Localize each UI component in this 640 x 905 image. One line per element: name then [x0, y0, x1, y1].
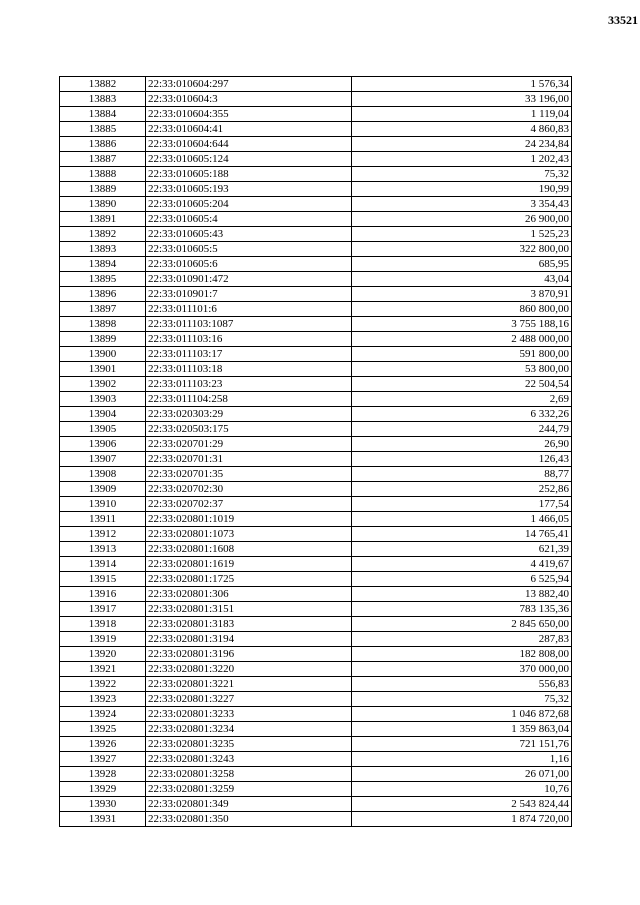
cadastral-value-cell: 287,83 [352, 632, 572, 647]
cadastral-number-cell: 22:33:011103:18 [146, 362, 352, 377]
row-number-cell: 13906 [60, 437, 146, 452]
row-number-cell: 13884 [60, 107, 146, 122]
cadastral-number-cell: 22:33:020801:3194 [146, 632, 352, 647]
row-number-cell: 13888 [60, 167, 146, 182]
row-number-cell: 13885 [60, 122, 146, 137]
table-row [60, 617, 572, 632]
row-number-cell: 13897 [60, 302, 146, 317]
cadastral-value-cell: 1 119,04 [352, 107, 572, 122]
table-row [60, 197, 572, 212]
cadastral-number-cell: 22:33:010605:6 [146, 257, 352, 272]
cadastral-value-cell: 13 882,40 [352, 587, 572, 602]
cadastral-value-cell: 3 354,43 [352, 197, 572, 212]
cadastral-value-cell: 33 196,00 [352, 92, 572, 107]
table-row [60, 167, 572, 182]
cadastral-value-cell: 6 525,94 [352, 572, 572, 587]
table-row [60, 92, 572, 107]
table-row [60, 647, 572, 662]
row-number-cell: 13896 [60, 287, 146, 302]
row-number-cell: 13891 [60, 212, 146, 227]
cadastral-number-cell: 22:33:010901:472 [146, 272, 352, 287]
table-row [60, 347, 572, 362]
row-number-cell: 13919 [60, 632, 146, 647]
cadastral-number-cell: 22:33:020801:1725 [146, 572, 352, 587]
cadastral-number-cell: 22:33:020702:37 [146, 497, 352, 512]
table-row [60, 497, 572, 512]
cadastral-number-cell: 22:33:020701:35 [146, 467, 352, 482]
cadastral-number-cell: 22:33:011103:17 [146, 347, 352, 362]
row-number-cell: 13929 [60, 782, 146, 797]
row-number-cell: 13883 [60, 92, 146, 107]
cadastral-number-cell: 22:33:020801:3196 [146, 647, 352, 662]
cadastral-number-cell: 22:33:020801:3259 [146, 782, 352, 797]
cadastral-value-cell: 53 800,00 [352, 362, 572, 377]
table-row [60, 77, 572, 92]
cadastral-number-cell: 22:33:020801:3151 [146, 602, 352, 617]
row-number-cell: 13921 [60, 662, 146, 677]
cadastral-value-cell: 1 874 720,00 [352, 812, 572, 827]
row-number-cell: 13892 [60, 227, 146, 242]
cadastral-value-cell: 4 419,67 [352, 557, 572, 572]
table-row [60, 377, 572, 392]
row-number-cell: 13927 [60, 752, 146, 767]
row-number-cell: 13905 [60, 422, 146, 437]
cadastral-number-cell: 22:33:010604:297 [146, 77, 352, 92]
cadastral-value-cell: 2 845 650,00 [352, 617, 572, 632]
cadastral-value-cell: 2,69 [352, 392, 572, 407]
cadastral-number-cell: 22:33:020701:31 [146, 452, 352, 467]
cadastral-value-cell: 75,32 [352, 167, 572, 182]
cadastral-number-cell: 22:33:020801:1619 [146, 557, 352, 572]
cadastral-number-cell: 22:33:010605:193 [146, 182, 352, 197]
row-number-cell: 13915 [60, 572, 146, 587]
cadastral-number-cell: 22:33:020801:3234 [146, 722, 352, 737]
table-row [60, 107, 572, 122]
cadastral-number-cell: 22:33:020801:350 [146, 812, 352, 827]
table-row [60, 437, 572, 452]
cadastral-value-cell: 1 046 872,68 [352, 707, 572, 722]
table-row [60, 482, 572, 497]
cadastral-number-cell: 22:33:020801:306 [146, 587, 352, 602]
table-row [60, 812, 572, 827]
cadastral-value-table [59, 76, 572, 827]
cadastral-number-cell: 22:33:010604:644 [146, 137, 352, 152]
cadastral-value-cell: 182 808,00 [352, 647, 572, 662]
cadastral-value-cell: 370 000,00 [352, 662, 572, 677]
cadastral-number-cell: 22:33:020801:3235 [146, 737, 352, 752]
cadastral-value-cell: 621,39 [352, 542, 572, 557]
table-row [60, 332, 572, 347]
table-row [60, 512, 572, 527]
table-row [60, 677, 572, 692]
table-row [60, 557, 572, 572]
cadastral-value-cell: 1,16 [352, 752, 572, 767]
cadastral-value-cell: 860 800,00 [352, 302, 572, 317]
table-row [60, 227, 572, 242]
row-number-cell: 13909 [60, 482, 146, 497]
row-number-cell: 13904 [60, 407, 146, 422]
row-number-cell: 13931 [60, 812, 146, 827]
table-row [60, 752, 572, 767]
cadastral-number-cell: 22:33:020801:3220 [146, 662, 352, 677]
cadastral-value-cell: 1 525,23 [352, 227, 572, 242]
cadastral-number-cell: 22:33:010605:5 [146, 242, 352, 257]
cadastral-number-cell: 22:33:020503:175 [146, 422, 352, 437]
cadastral-value-cell: 244,79 [352, 422, 572, 437]
cadastral-number-cell: 22:33:020801:1019 [146, 512, 352, 527]
cadastral-value-cell: 2 543 824,44 [352, 797, 572, 812]
table-row [60, 542, 572, 557]
cadastral-number-cell: 22:33:020801:349 [146, 797, 352, 812]
row-number-cell: 13907 [60, 452, 146, 467]
row-number-cell: 13903 [60, 392, 146, 407]
row-number-cell: 13911 [60, 512, 146, 527]
cadastral-value-cell: 721 151,76 [352, 737, 572, 752]
cadastral-number-cell: 22:33:020801:1608 [146, 542, 352, 557]
cadastral-number-cell: 22:33:020801:3233 [146, 707, 352, 722]
cadastral-number-cell: 22:33:010605:204 [146, 197, 352, 212]
row-number-cell: 13912 [60, 527, 146, 542]
cadastral-value-cell: 2 488 000,00 [352, 332, 572, 347]
cadastral-value-cell: 26,90 [352, 437, 572, 452]
table-row [60, 302, 572, 317]
cadastral-value-cell: 3 755 188,16 [352, 317, 572, 332]
table-row [60, 242, 572, 257]
table-row [60, 572, 572, 587]
row-number-cell: 13926 [60, 737, 146, 752]
table-row [60, 212, 572, 227]
table-row [60, 467, 572, 482]
cadastral-number-cell: 22:33:010605:188 [146, 167, 352, 182]
row-number-cell: 13889 [60, 182, 146, 197]
table-row [60, 737, 572, 752]
cadastral-number-cell: 22:33:010605:43 [146, 227, 352, 242]
cadastral-value-cell: 126,43 [352, 452, 572, 467]
row-number-cell: 13902 [60, 377, 146, 392]
row-number-cell: 13923 [60, 692, 146, 707]
table-row [60, 407, 572, 422]
table-row [60, 527, 572, 542]
row-number-cell: 13916 [60, 587, 146, 602]
table-row [60, 272, 572, 287]
table-row [60, 587, 572, 602]
cadastral-number-cell: 22:33:020801:3227 [146, 692, 352, 707]
cadastral-number-cell: 22:33:010604:355 [146, 107, 352, 122]
cadastral-number-cell: 22:33:020303:29 [146, 407, 352, 422]
table-row [60, 317, 572, 332]
row-number-cell: 13890 [60, 197, 146, 212]
table-row [60, 662, 572, 677]
cadastral-number-cell: 22:33:011101:6 [146, 302, 352, 317]
cadastral-value-cell: 88,77 [352, 467, 572, 482]
cadastral-number-cell: 22:33:010604:41 [146, 122, 352, 137]
row-number-cell: 13913 [60, 542, 146, 557]
cadastral-value-cell: 1 359 863,04 [352, 722, 572, 737]
table-row [60, 722, 572, 737]
table-row [60, 782, 572, 797]
cadastral-number-cell: 22:33:020801:3221 [146, 677, 352, 692]
row-number-cell: 13922 [60, 677, 146, 692]
cadastral-number-cell: 22:33:011103:16 [146, 332, 352, 347]
row-number-cell: 13893 [60, 242, 146, 257]
cadastral-number-cell: 22:33:020702:30 [146, 482, 352, 497]
table-row [60, 422, 572, 437]
cadastral-value-cell: 22 504,54 [352, 377, 572, 392]
row-number-cell: 13920 [60, 647, 146, 662]
cadastral-number-cell: 22:33:020801:3243 [146, 752, 352, 767]
cadastral-value-cell: 24 234,84 [352, 137, 572, 152]
row-number-cell: 13894 [60, 257, 146, 272]
cadastral-value-cell: 3 870,91 [352, 287, 572, 302]
row-number-cell: 13908 [60, 467, 146, 482]
cadastral-number-cell: 22:33:011104:258 [146, 392, 352, 407]
cadastral-number-cell: 22:33:010605:124 [146, 152, 352, 167]
row-number-cell: 13928 [60, 767, 146, 782]
table-row [60, 707, 572, 722]
row-number-cell: 13899 [60, 332, 146, 347]
table-row [60, 797, 572, 812]
table-body [60, 77, 572, 827]
row-number-cell: 13898 [60, 317, 146, 332]
table-row [60, 767, 572, 782]
row-number-cell: 13914 [60, 557, 146, 572]
cadastral-number-cell: 22:33:020801:3183 [146, 617, 352, 632]
table-row [60, 362, 572, 377]
cadastral-value-cell: 190,99 [352, 182, 572, 197]
table-row [60, 602, 572, 617]
table-row [60, 692, 572, 707]
row-number-cell: 13930 [60, 797, 146, 812]
cadastral-value-cell: 10,76 [352, 782, 572, 797]
cadastral-value-cell: 4 860,83 [352, 122, 572, 137]
cadastral-number-cell: 22:33:010605:4 [146, 212, 352, 227]
cadastral-number-cell: 22:33:011103:1087 [146, 317, 352, 332]
row-number-cell: 13901 [60, 362, 146, 377]
table-row [60, 287, 572, 302]
cadastral-value-cell: 1 576,34 [352, 77, 572, 92]
cadastral-number-cell: 22:33:020801:3258 [146, 767, 352, 782]
cadastral-value-cell: 783 135,36 [352, 602, 572, 617]
cadastral-value-cell: 252,86 [352, 482, 572, 497]
cadastral-value-cell: 6 332,26 [352, 407, 572, 422]
table-row [60, 152, 572, 167]
table-row [60, 392, 572, 407]
cadastral-number-cell: 22:33:011103:23 [146, 377, 352, 392]
table-row [60, 122, 572, 137]
row-number-cell: 13917 [60, 602, 146, 617]
table-row [60, 137, 572, 152]
cadastral-value-cell: 14 765,41 [352, 527, 572, 542]
cadastral-value-cell: 1 202,43 [352, 152, 572, 167]
cadastral-number-cell: 22:33:020701:29 [146, 437, 352, 452]
cadastral-number-cell: 22:33:010901:7 [146, 287, 352, 302]
table-row [60, 452, 572, 467]
row-number-cell: 13924 [60, 707, 146, 722]
table-row [60, 632, 572, 647]
cadastral-number-cell: 22:33:010604:3 [146, 92, 352, 107]
cadastral-value-cell: 556,83 [352, 677, 572, 692]
cadastral-value-cell: 685,95 [352, 257, 572, 272]
cadastral-value-cell: 26 900,00 [352, 212, 572, 227]
row-number-cell: 13882 [60, 77, 146, 92]
cadastral-value-cell: 322 800,00 [352, 242, 572, 257]
row-number-cell: 13886 [60, 137, 146, 152]
row-number-cell: 13910 [60, 497, 146, 512]
cadastral-value-cell: 75,32 [352, 692, 572, 707]
row-number-cell: 13925 [60, 722, 146, 737]
table-row [60, 182, 572, 197]
table-row [60, 257, 572, 272]
cadastral-value-cell: 1 466,05 [352, 512, 572, 527]
cadastral-value-cell: 177,54 [352, 497, 572, 512]
row-number-cell: 13900 [60, 347, 146, 362]
row-number-cell: 13887 [60, 152, 146, 167]
cadastral-value-cell: 43,04 [352, 272, 572, 287]
page-number: 33521 [608, 13, 638, 27]
row-number-cell: 13918 [60, 617, 146, 632]
row-number-cell: 13895 [60, 272, 146, 287]
cadastral-number-cell: 22:33:020801:1073 [146, 527, 352, 542]
cadastral-value-cell: 591 800,00 [352, 347, 572, 362]
cadastral-value-cell: 26 071,00 [352, 767, 572, 782]
